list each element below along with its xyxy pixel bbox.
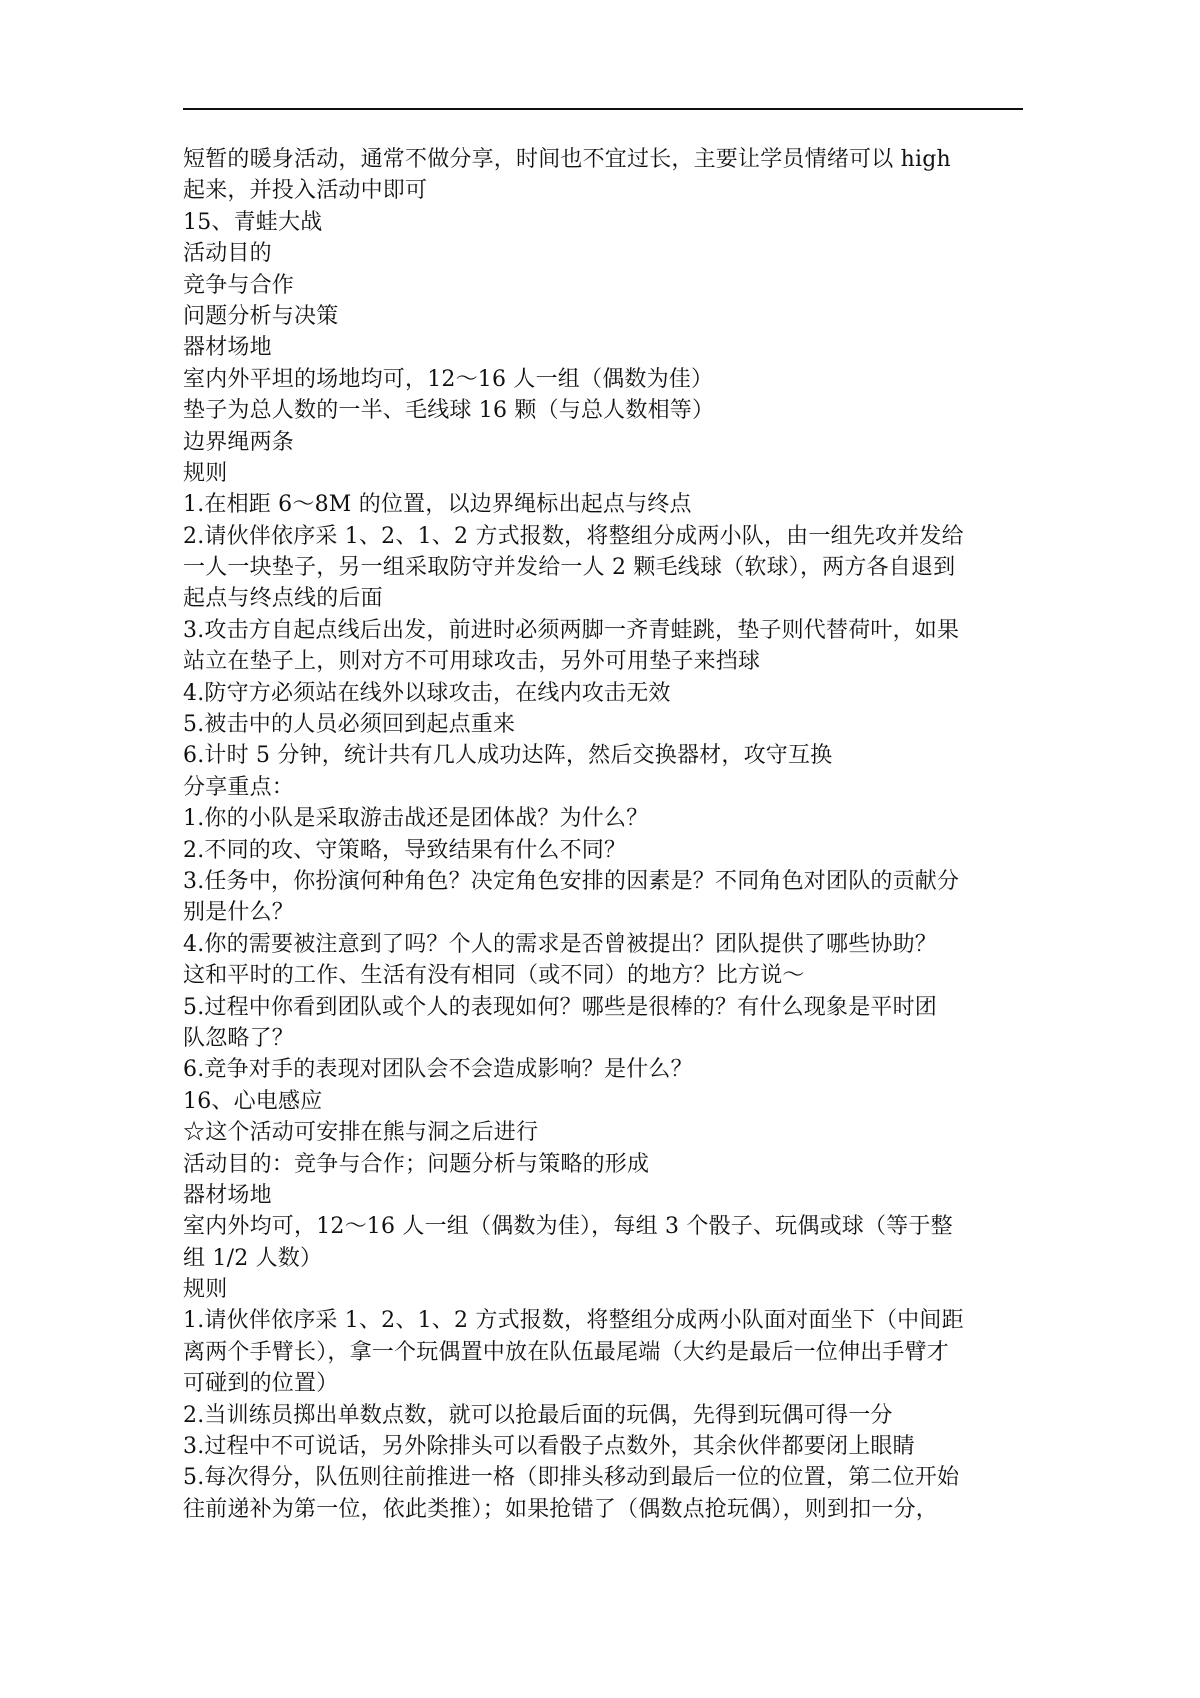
text-line: 6.竞争对手的表现对团队会不会造成影响？是什么？ xyxy=(183,1057,693,1083)
text-line: 别是什么？ xyxy=(183,900,295,926)
text-line: 垫子为总人数的一半、毛线球 16 颗（与总人数相等） xyxy=(183,398,715,424)
text-line: 这和平时的工作、生活有没有相同（或不同）的地方？比方说～ xyxy=(183,963,805,989)
text-line: 离两个手臂长），拿一个玩偶置中放在队伍最尾端（大约是最后一位伸出手臂才 xyxy=(183,1339,950,1365)
text-line: 1.在相距 6～8M 的位置，以边界绳标出起点与终点 xyxy=(183,492,692,518)
text-line: 活动目的 xyxy=(183,241,272,267)
text-line: 可碰到的位置） xyxy=(183,1371,339,1397)
text-line: 室内外平坦的场地均可，12～16 人一组（偶数为佳） xyxy=(183,366,714,392)
text-line: 4.防守方必须站在线外以球攻击，在线内攻击无效 xyxy=(183,680,671,706)
text-line: 3.攻击方自起点线后出发，前进时必须两脚一齐青蛙跳，垫子则代替荷叶，如果 xyxy=(183,617,960,643)
text-line: 室内外均可，12～16 人一组（偶数为佳），每组 3 个骰子、玩偶或球（等于整 xyxy=(183,1214,953,1240)
text-line: 2.不同的攻、守策略，导致结果有什么不同？ xyxy=(183,837,627,863)
text-line: 3.任务中，你扮演何种角色？决定角色安排的因素是？不同角色对团队的贡献分 xyxy=(183,868,960,894)
text-line: 竞争与合作 xyxy=(183,272,295,298)
text-line: 规则 xyxy=(183,460,228,486)
text-line: 1.你的小队是采取游击战还是团体战？为什么？ xyxy=(183,806,649,832)
text-line: 一人一块垫子，另一组采取防守并发给一人 2 颗毛线球（软球），两方各自退到 xyxy=(183,555,956,581)
text-line: 2.当训练员掷出单数点数，就可以抢最后面的玩偶，先得到玩偶可得一分 xyxy=(183,1402,893,1428)
text-line: 5.过程中你看到团队或个人的表现如何？哪些是很棒的？有什么现象是平时团 xyxy=(183,994,937,1020)
text-line: 起点与终点线的后面 xyxy=(183,586,383,612)
text-line: 器材场地 xyxy=(183,335,272,361)
text-line: 2.请伙伴依序采 1、2、1、2 方式报数，将整组分成两小队，由一组先攻并发给 xyxy=(183,523,964,549)
text-line: 问题分析与决策 xyxy=(183,303,339,329)
text-line: 5.每次得分，队伍则往前推进一格（即排头移动到最后一位的位置，第二位开始 xyxy=(183,1465,960,1491)
text-line: 站立在垫子上，则对方不可用球攻击，另外可用垫子来挡球 xyxy=(183,649,761,675)
text-line: 5.被击中的人员必须回到起点重来 xyxy=(183,712,516,738)
text-line: 3.过程中不可说话，另外除排头可以看骰子点数外，其余伙伴都要闭上眼睛 xyxy=(183,1434,915,1460)
text-line: 起来，并投入活动中即可 xyxy=(183,178,428,204)
text-line: 规则 xyxy=(183,1277,228,1303)
text-line: 组 1/2 人数） xyxy=(183,1245,323,1271)
text-line: 边界绳两条 xyxy=(183,429,295,455)
text-line: 器材场地 xyxy=(183,1182,272,1208)
text-line: 队忽略了？ xyxy=(183,1025,295,1051)
text-line: ☆这个活动可安排在熊与洞之后进行 xyxy=(183,1120,539,1146)
section-heading: 15、青蛙大战 xyxy=(183,209,323,235)
text-line: 4.你的需要被注意到了吗？个人的需求是否曾被提出？团队提供了哪些协助？ xyxy=(183,931,937,957)
text-line: 6.计时 5 分钟，统计共有几人成功达阵，然后交换器材，攻守互换 xyxy=(183,743,833,769)
section-heading: 16、心电感应 xyxy=(183,1088,323,1114)
document-body xyxy=(183,144,1033,1525)
header-rule xyxy=(183,108,1023,110)
text-line: 分享重点： xyxy=(183,774,295,800)
text-line: 1.请伙伴依序采 1、2、1、2 方式报数，将整组分成两小队面对面坐下（中间距 xyxy=(183,1308,964,1334)
text-line: 活动目的：竞争与合作；问题分析与策略的形成 xyxy=(183,1151,650,1177)
text-line: 短暂的暖身活动，通常不做分享，时间也不宜过长，主要让学员情绪可以 high xyxy=(183,147,951,172)
text-line: 往前递补为第一位，依此类推）；如果抢错了（偶数点抢玩偶），则到扣一分， xyxy=(183,1496,939,1522)
